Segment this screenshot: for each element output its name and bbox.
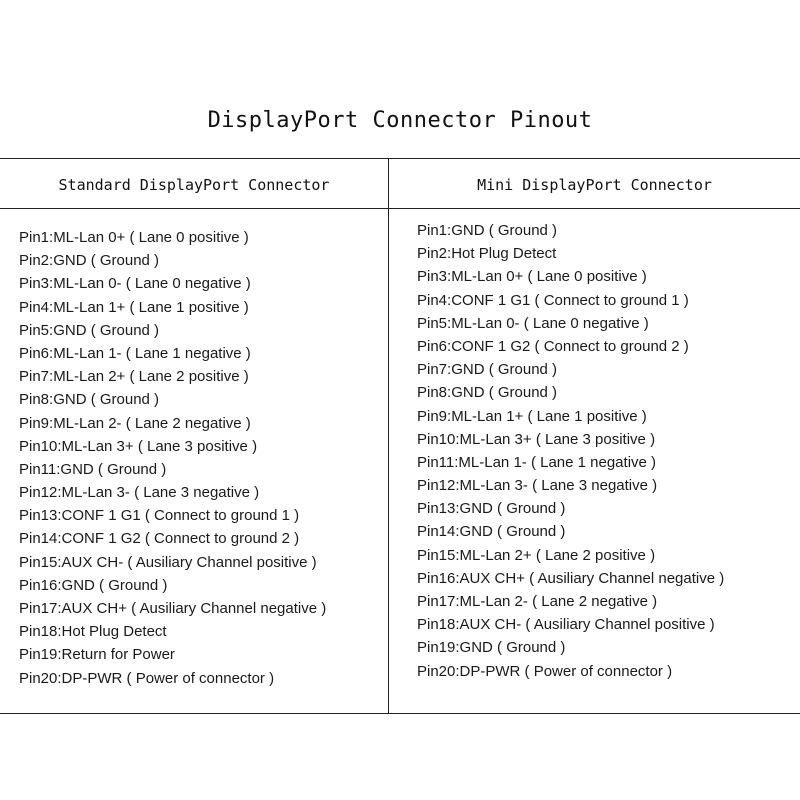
standard-pin-item: Pin9:ML-Lan 2- ( Lane 2 negative ) [19, 414, 251, 432]
standard-pin-item: Pin13:CONF 1 G1 ( Connect to ground 1 ) [19, 507, 300, 525]
mini-pin-item: Pin20:DP-PWR ( Power of connector ) [417, 662, 673, 680]
standard-pin-item: Pin20:DP-PWR ( Power of connector ) [19, 669, 275, 687]
mini-pin-item: Pin11:ML-Lan 1- ( Lane 1 negative ) [417, 453, 657, 471]
table-top-border [0, 158, 800, 159]
header-divider [0, 208, 800, 209]
mini-pin-item: Pin14:GND ( Ground ) [417, 523, 566, 541]
standard-pin-item: Pin1:ML-Lan 0+ ( Lane 0 positive ) [19, 229, 249, 246]
mini-pin-item: Pin19:GND ( Ground ) [417, 639, 566, 657]
standard-pin-item: Pin6:ML-Lan 1- ( Lane 1 negative ) [19, 344, 251, 362]
mini-pin-item: Pin6:CONF 1 G2 ( Connect to ground 2 ) [417, 337, 689, 355]
standard-pin-item: Pin18:Hot Plug Detect [19, 623, 167, 641]
standard-pin-item: Pin3:ML-Lan 0- ( Lane 0 negative ) [19, 275, 251, 293]
mini-pin-item: Pin4:CONF 1 G1 ( Connect to ground 1 ) [417, 291, 689, 309]
standard-pin-item: Pin12:ML-Lan 3- ( Lane 3 negative ) [19, 484, 260, 502]
mini-pin-item: Pin2:Hot Plug Detect [417, 245, 557, 263]
mini-pin-item: Pin18:AUX CH- ( Ausiliary Channel positive ) [417, 616, 715, 634]
mini-pin-item: Pin16:AUX CH+ ( Ausiliary Channel negative ) [417, 569, 725, 587]
mini-pin-item: Pin8:GND ( Ground ) [417, 384, 558, 402]
standard-pin-item: Pin11:GND ( Ground ) [19, 460, 167, 478]
column-divider [388, 158, 389, 714]
standard-pin-item: Pin5:GND ( Ground ) [19, 321, 160, 339]
mini-pin-item: Pin17:ML-Lan 2- ( Lane 2 negative ) [417, 593, 658, 610]
standard-pin-item: Pin4:ML-Lan 1+ ( Lane 1 positive ) [19, 298, 249, 316]
mini-pin-item: Pin9:ML-Lan 1+ ( Lane 1 positive ) [417, 407, 647, 425]
mini-pin-item: Pin13:GND ( Ground ) [417, 500, 566, 518]
standard-pin-item: Pin16:GND ( Ground ) [19, 576, 168, 594]
mini-pin-item: Pin3:ML-Lan 0+ ( Lane 0 positive ) [417, 268, 647, 286]
standard-pin-item: Pin8:GND ( Ground ) [19, 391, 160, 409]
standard-pin-item: Pin14:CONF 1 G2 ( Connect to ground 2 ) [19, 530, 300, 548]
page-title: DisplayPort Connector Pinout [207, 108, 593, 133]
standard-pin-item: Pin7:ML-Lan 2+ ( Lane 2 positive ) [19, 368, 249, 386]
standard-pin-item: Pin15:AUX CH- ( Ausiliary Channel positive ) [19, 553, 317, 571]
table-bottom-border [0, 713, 800, 714]
standard-connector-header: Standard DisplayPort Connector [58, 176, 330, 194]
mini-pin-item: Pin12:ML-Lan 3- ( Lane 3 negative ) [417, 477, 658, 495]
standard-pin-item: Pin19:Return for Power [19, 646, 175, 664]
mini-pin-list [417, 219, 724, 683]
mini-connector-header: Mini DisplayPort Connector [477, 176, 712, 194]
mini-pin-item: Pin15:ML-Lan 2+ ( Lane 2 positive ) [417, 546, 656, 564]
mini-pin-item: Pin7:GND ( Ground ) [417, 361, 558, 379]
mini-pin-item: Pin1:GND ( Ground ) [417, 222, 558, 239]
standard-pin-list [19, 226, 326, 690]
mini-pin-item: Pin5:ML-Lan 0- ( Lane 0 negative ) [417, 314, 649, 332]
standard-pin-item: Pin17:AUX CH+ ( Ausiliary Channel negative ) [19, 600, 327, 617]
standard-pin-item: Pin2:GND ( Ground ) [19, 252, 160, 270]
standard-pin-item: Pin10:ML-Lan 3+ ( Lane 3 positive ) [19, 437, 258, 455]
mini-pin-item: Pin10:ML-Lan 3+ ( Lane 3 positive ) [417, 430, 656, 448]
